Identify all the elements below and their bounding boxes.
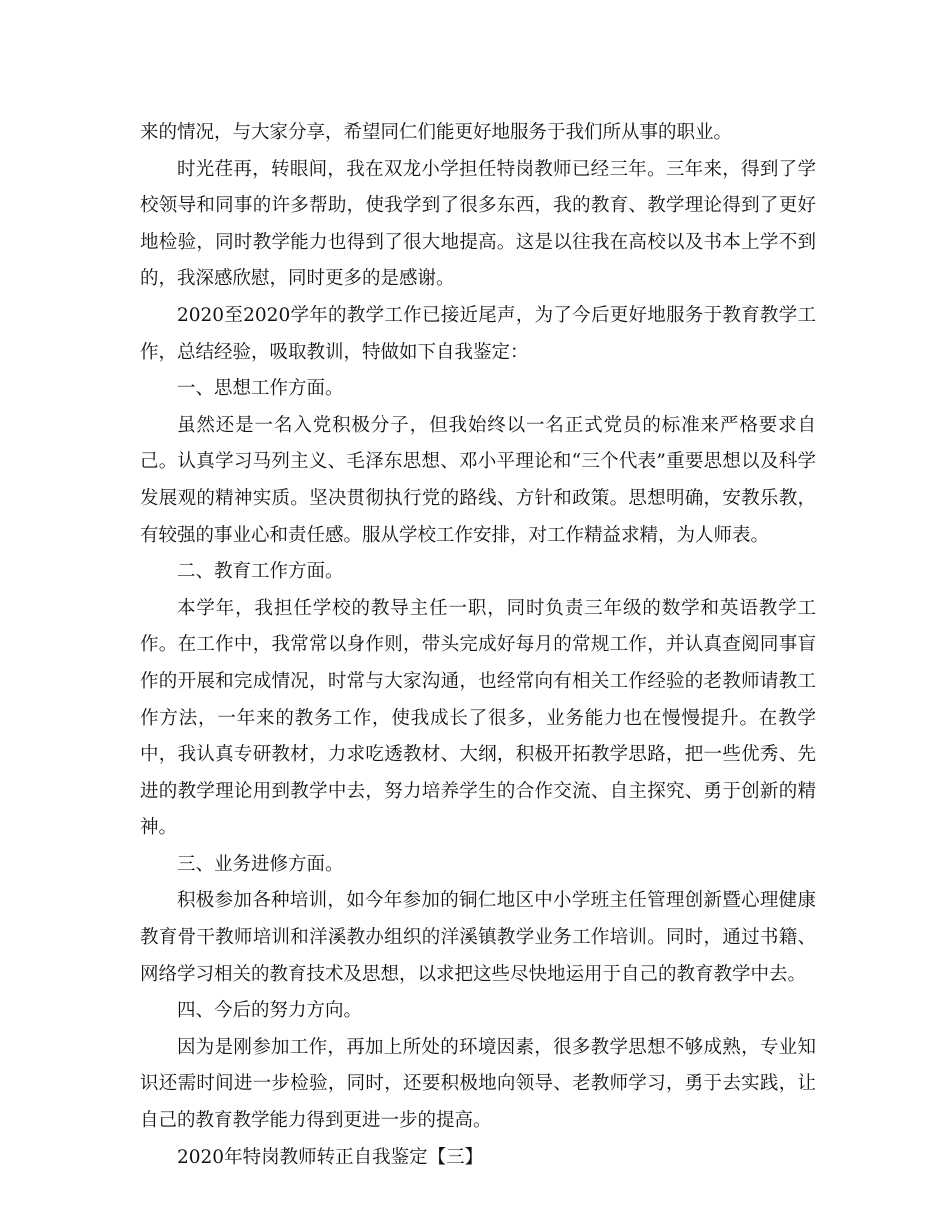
paragraph-ideology: 虽然还是一名入党积极分子，但我始终以一名正式党员的标准来严格要求自己。认真学习马列主义、毛泽东思想、邓小平理论和“三个代表”重要思想以及科学发展观的精神实质。坚决贯彻执行党的路线、方针和政策。思想明确，安教乐教，有较强的事业心和责任感。服从学校工作安排，对工作精益求精，为人师表。 <box>140 414 816 546</box>
paragraph-future: 因为是刚参加工作，再加上所处的环境因素，很多教学思想不够成熟，专业知识还需时间进一步检验，同时，还要积极地向领导、老教师学习，勇于去实践，让自己的教育教学能力得到更进一步的提高。 <box>140 1036 816 1132</box>
paragraph-training: 积极参加各种培训，如今年参加的铜仁地区中小学班主任管理创新暨心理健康教育骨干教师培训和洋溪教办组织的洋溪镇教学业务工作培训。同时，通过书籍、网络学习相关的教育技术及思想，以求把这些尽快地运用于自己的教育教学中去。 <box>140 890 816 985</box>
next-article-title: 2020年特岗教师转正自我鉴定【三】 <box>177 1146 484 1168</box>
section-heading-future: 四、今后的努力方向。 <box>177 1000 363 1022</box>
paragraph-intro-continuation: 来的情况，与大家分享，希望同仁们能更好地服务于我们所从事的职业。 <box>140 122 733 143</box>
paragraph-school-year: 2020至2020学年的教学工作已接近尾声，为了今后更好地服务于教育教学工作，总结经验，吸取教训，特做如下自我鉴定： <box>140 304 816 363</box>
document-body <box>140 115 816 1176</box>
section-heading-ideology: 一、思想工作方面。 <box>177 378 344 400</box>
section-heading-education: 二、教育工作方面。 <box>177 561 344 583</box>
paragraph-time-passes: 时光荏再，转眼间，我在双龙小学担任特岗教师已经三年。三年来，得到了学校领导和同事的许多帮助，使我学到了很多东西，我的教育、教学理论得到了更好地检验，同时教学能力也得到了很大地提高。这是以往我在高校以及书本上学不到的，我深感欣慰，同时更多的是感谢。 <box>140 158 816 290</box>
section-heading-training: 三、业务进修方面。 <box>177 853 344 875</box>
paragraph-education: 本学年，我担任学校的教导主任一职，同时负责三年级的数学和英语教学工作。在工作中，我常常以身作则，带头完成好每月的常规工作，并认真查阅同事盲作的开展和完成情况，时常与大家沟通，也经常向有相关工作经验的老教师请教工作方法，一年来的教务工作，使我成长了很多，业务能力也在慢慢提升。在教学中，我认真专研教材，力求吃透教材、大纲，积极开拓教学思路，把一些优秀、先进的教学理论用到教学中去，努力培养学生的合作交流、自主探究、勇于创新的精神。 <box>140 597 816 839</box>
